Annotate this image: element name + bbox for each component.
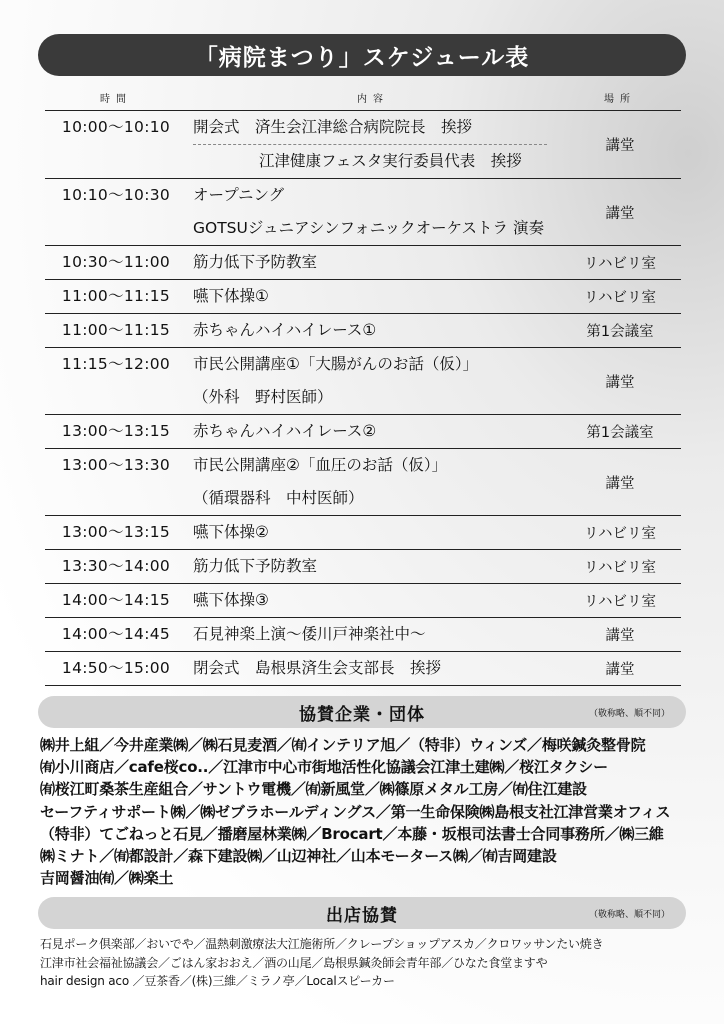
sponsors-note: （敬称略、順不同） — [588, 708, 670, 719]
schedule-place: リハビリ室 — [559, 280, 681, 314]
schedule-time — [45, 348, 187, 415]
schedule-time-text: 10:10〜10:30 — [61, 186, 171, 204]
schedule-time-text: 13:00〜13:30 — [61, 456, 171, 474]
schedule-content-line: 江津健康フェスタ実行委員代表 挨拶 — [259, 152, 522, 170]
sponsors-header — [38, 696, 686, 728]
schedule-time — [45, 111, 187, 179]
schedule-time-text: 14:00〜14:15 — [61, 591, 171, 609]
schedule-content — [187, 314, 559, 348]
schedule-content — [187, 584, 559, 618]
schedule-row — [45, 179, 681, 246]
schedule-row — [45, 652, 681, 686]
sponsor-line: 吉岡醤油㈲／㈱楽土 — [40, 869, 174, 888]
schedule-time-text: 14:00〜14:45 — [61, 625, 171, 643]
schedule-time — [45, 280, 187, 314]
schedule-content-line: 市民公開講座②「血圧のお話（仮）」 — [193, 456, 448, 474]
schedule-place: 講堂 — [559, 652, 681, 686]
schedule-content — [187, 179, 559, 246]
schedule-content-line: 閉会式 島根県済生会支部長 挨拶 — [193, 659, 442, 677]
schedule-content-line: （循環器科 中村医師） — [193, 489, 364, 507]
shops-header — [38, 897, 686, 929]
schedule-content-line: 嚥下体操② — [193, 523, 269, 541]
shops-note: （敬称略、順不同） — [588, 909, 670, 920]
schedule-time-text: 10:00〜10:10 — [61, 118, 171, 136]
schedule-place: 講堂 — [559, 449, 681, 516]
shop-line: 石見ポーク倶楽部／おいでや／温熱刺激療法大江施術所／クレープショップアスカ／クロワッサンたい焼き — [40, 937, 604, 951]
sponsor-line: ㈱ミナト／㈲都設計／森下建設㈱／山辺神社／山本モータース㈱／㈲吉岡建設 — [40, 846, 557, 865]
schedule-table — [45, 84, 681, 686]
schedule-time — [45, 550, 187, 584]
schedule-row — [45, 618, 681, 652]
sponsor-line: ㈲桜江町桑茶生産組合／サントウ電機／㈲新風堂／㈱篠原メタル工房／㈲住江建設 — [40, 780, 587, 799]
schedule-content — [187, 618, 559, 652]
schedule-content-line: 筋力低下予防教室 — [193, 557, 318, 575]
schedule-content-line: （外科 野村医師） — [193, 388, 333, 406]
schedule-place: 講堂 — [559, 111, 681, 179]
schedule-content-line: 石見神楽上演〜倭川戸神楽社中〜 — [193, 625, 426, 643]
schedule-row — [45, 584, 681, 618]
schedule-row — [45, 280, 681, 314]
header-time: 時間 — [45, 84, 187, 111]
sponsor-line: （特非）てごねっと石見／播磨屋林業㈱／Brocart／本藤・坂根司法書士合同事務所／㈱三維 — [40, 824, 664, 843]
schedule-place: 講堂 — [559, 618, 681, 652]
schedule-time — [45, 314, 187, 348]
schedule-content-line: 市民公開講座①「大腸がんのお話（仮）」 — [193, 355, 479, 373]
schedule-content — [187, 652, 559, 686]
schedule-time — [45, 179, 187, 246]
sponsor-line: ㈲小川商店／cafe桜co..／江津市中心市街地活性化協議会江津土建㈱／桜江タクシー — [40, 758, 608, 777]
schedule-content — [187, 111, 559, 179]
schedule-row — [45, 516, 681, 550]
schedule-content — [187, 449, 559, 516]
schedule-body — [45, 111, 681, 686]
schedule-content-line: 嚥下体操① — [193, 287, 269, 305]
schedule-row — [45, 111, 681, 179]
schedule-place: 第1会議室 — [559, 415, 681, 449]
schedule-content-line: 赤ちゃんハイハイレース① — [193, 321, 377, 339]
sponsor-line: ㈱井上組／今井産業㈱／㈱石見麦酒／㈲インテリア旭／（特非）ウィンズ／梅咲鍼灸整骨院 — [40, 736, 646, 754]
schedule-content — [187, 415, 559, 449]
schedule-row — [45, 246, 681, 280]
schedule-place: リハビリ室 — [559, 584, 681, 618]
schedule-time — [45, 584, 187, 618]
header-content: 内容 — [187, 84, 559, 111]
schedule-content — [187, 280, 559, 314]
page-title: 「病院まつり」スケジュール表 — [38, 34, 686, 76]
schedule-row — [45, 348, 681, 415]
schedule-time-text: 13:00〜13:15 — [61, 523, 171, 541]
shop-line: hair design aco ／豆茶香／(株)三維／ミラノ亭／Localスピーカー — [40, 974, 395, 988]
schedule-content — [187, 516, 559, 550]
schedule-row — [45, 449, 681, 516]
schedule-row — [45, 415, 681, 449]
schedule-place: 講堂 — [559, 179, 681, 246]
schedule-place: 講堂 — [559, 348, 681, 415]
schedule-content-line: 嚥下体操③ — [193, 591, 269, 609]
schedule-time — [45, 652, 187, 686]
schedule-time-text: 11:00〜11:15 — [61, 287, 171, 305]
shop-line: 江津市社会福祉協議会／ごはん家おおえ／酒の山尾／島根県鍼灸師会青年部／ひなた食堂ますや — [40, 955, 548, 970]
schedule-content-line: オープニング — [193, 186, 285, 204]
schedule-time — [45, 516, 187, 550]
schedule-time-text: 13:30〜14:00 — [61, 557, 171, 575]
schedule-content-line: 開会式 済生会江津総合病院院長 挨拶 — [193, 118, 473, 136]
schedule-content-line: 筋力低下予防教室 — [193, 253, 318, 271]
schedule-time-text: 11:00〜11:15 — [61, 321, 171, 339]
schedule-content — [187, 348, 559, 415]
schedule-time — [45, 415, 187, 449]
sponsors-title: 協賛企業・団体 — [299, 704, 425, 725]
shops-title: 出店協賛 — [326, 905, 398, 926]
schedule-time-text: 14:50〜15:00 — [61, 659, 171, 677]
table-header-row — [45, 84, 681, 111]
schedule-content — [187, 246, 559, 280]
schedule-time-text: 10:30〜11:00 — [61, 253, 171, 271]
schedule-place: 第1会議室 — [559, 314, 681, 348]
header-place: 場所 — [559, 84, 681, 111]
schedule-place: リハビリ室 — [559, 246, 681, 280]
schedule-time — [45, 618, 187, 652]
schedule-content-line: GOTSUジュニアシンフォニックオーケストラ 演奏 — [193, 219, 544, 237]
schedule-time — [45, 246, 187, 280]
schedule-time-text: 13:00〜13:15 — [61, 422, 171, 440]
sponsor-line: セーフティサポート㈱／㈱ゼブラホールディングス／第一生命保険㈱島根支社江津営業オフィス — [40, 802, 671, 821]
sponsors-list — [40, 734, 688, 889]
schedule-time-text: 11:15〜12:00 — [61, 355, 171, 373]
schedule-content-line: 赤ちゃんハイハイレース② — [193, 422, 377, 440]
schedule-row — [45, 550, 681, 584]
shops-list — [40, 935, 688, 991]
schedule-place: リハビリ室 — [559, 550, 681, 584]
schedule-time — [45, 449, 187, 516]
schedule-place: リハビリ室 — [559, 516, 681, 550]
schedule-row — [45, 314, 681, 348]
schedule-content — [187, 550, 559, 584]
